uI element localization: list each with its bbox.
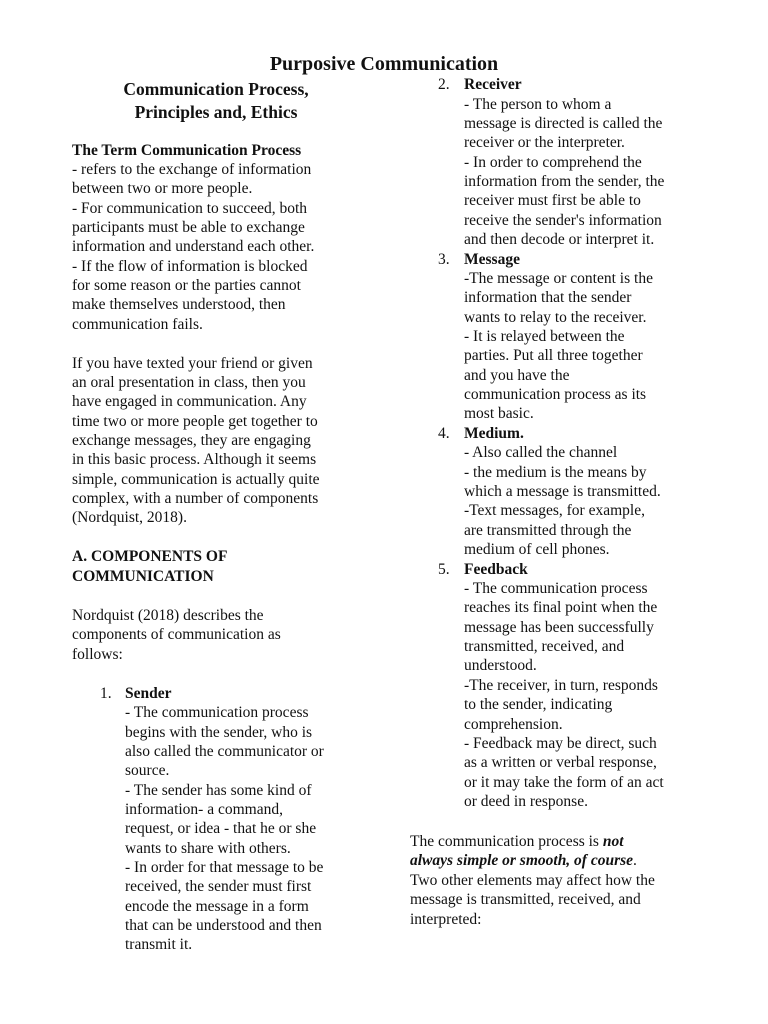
section-intro-line: Nordquist (2018) describes the — [72, 607, 264, 624]
component-heading-sender: Sender — [125, 685, 172, 702]
closing-text: The communication process is — [410, 833, 603, 850]
component-line: - The person to whom a — [464, 96, 612, 113]
component-line: - Also called the channel — [464, 444, 618, 461]
closing-line: interpreted: — [410, 911, 482, 928]
list-number: 4. — [438, 425, 450, 442]
document-title: Purposive Communication — [269, 53, 499, 75]
closing-emphasis: always simple or smooth, of course — [410, 852, 634, 869]
term-line: between two or more people. — [72, 180, 253, 197]
component-line: receive the sender's information — [464, 212, 662, 229]
component-line: receiver or the interpreter. — [464, 134, 625, 151]
component-line: source. — [125, 762, 170, 779]
term-line: for some reason or the parties cannot — [72, 277, 301, 294]
section-heading: A. COMPONENTS OF — [72, 548, 228, 565]
component-line: - In order to comprehend the — [464, 154, 642, 171]
component-line: and you have the — [464, 367, 570, 384]
component-line: - It is relayed between the — [464, 328, 625, 345]
component-heading-message: Message — [464, 251, 520, 268]
component-heading-feedback: Feedback — [464, 561, 528, 578]
closing-line — [410, 832, 624, 851]
term-heading: The Term Communication Process — [72, 142, 302, 159]
section-intro-line: components of communication as — [72, 626, 281, 643]
list-number: 5. — [438, 561, 450, 578]
component-line: -The receiver, in turn, responds — [464, 677, 658, 694]
component-line: request, or idea - that he or she — [125, 820, 317, 837]
closing-text: . — [633, 852, 637, 869]
term-line: - refers to the exchange of information — [72, 161, 312, 178]
component-heading-medium: Medium. — [464, 425, 524, 442]
component-line: -The message or content is the — [464, 270, 653, 287]
component-line: - the medium is the means by — [464, 464, 647, 481]
intro-line: time two or more people get together to — [72, 413, 318, 430]
component-line: that can be understood and then — [125, 917, 322, 934]
component-line: parties. Put all three together — [464, 347, 643, 364]
component-line: - The communication process — [125, 704, 309, 721]
document-subtitle — [72, 78, 360, 124]
term-line: - If the flow of information is blocked — [72, 258, 308, 275]
component-line: information from the sender, the — [464, 173, 665, 190]
closing-emphasis: not — [602, 833, 624, 850]
term-line: communication fails. — [72, 316, 203, 333]
subtitle-line: Communication Process, — [123, 79, 309, 99]
component-line: encode the message in a form — [125, 898, 309, 915]
component-line: also called the communicator or — [125, 743, 324, 760]
component-line: as a written or verbal response, — [464, 754, 657, 771]
intro-line: exchange messages, they are engaging — [72, 432, 311, 449]
closing-line — [410, 851, 637, 870]
component-line: information that the sender — [464, 289, 632, 306]
component-line: receiver must first be able to — [464, 192, 641, 209]
list-number: 3. — [438, 251, 450, 268]
component-line: wants to share with others. — [125, 840, 291, 857]
intro-line: simple, communication is actually quite — [72, 471, 320, 488]
list-number: 2. — [438, 76, 450, 93]
intro-line: complex, with a number of components — [72, 490, 319, 507]
closing-line: Two other elements may affect how the — [410, 872, 655, 889]
component-line: message is directed is called the — [464, 115, 663, 132]
intro-line: an oral presentation in class, then you — [72, 374, 306, 391]
component-line: - The communication process — [464, 580, 648, 597]
component-line: received, the sender must first — [125, 878, 312, 895]
component-line: or it may take the form of an act — [464, 774, 664, 791]
component-line: which a message is transmitted. — [464, 483, 661, 500]
list-number: 1. — [100, 685, 112, 702]
term-line: information and understand each other. — [72, 238, 315, 255]
component-line: and then decode or interpret it. — [464, 231, 655, 248]
component-line: - The sender has some kind of — [125, 782, 312, 799]
term-line: make themselves understood, then — [72, 296, 286, 313]
component-line: information- a command, — [125, 801, 283, 818]
component-line: or deed in response. — [464, 793, 588, 810]
component-line: transmitted, received, and — [464, 638, 625, 655]
component-line: communication process as its — [464, 386, 647, 403]
component-line: transmit it. — [125, 936, 193, 953]
component-line: begins with the sender, who is — [125, 724, 313, 741]
component-line: message has been successfully — [464, 619, 654, 636]
term-line: participants must be able to exchange — [72, 219, 305, 236]
term-line: - For communication to succeed, both — [72, 200, 308, 217]
intro-line: in this basic process. Although it seems — [72, 451, 317, 468]
intro-line: If you have texted your friend or given — [72, 355, 313, 372]
component-line: wants to relay to the receiver. — [464, 309, 647, 326]
intro-line: (Nordquist, 2018). — [72, 509, 187, 526]
component-line: are transmitted through the — [464, 522, 632, 539]
subtitle-line: Principles and, Ethics — [134, 102, 298, 122]
component-heading-receiver: Receiver — [464, 76, 522, 93]
component-line: reaches its final point when the — [464, 599, 658, 616]
intro-line: have engaged in communication. Any — [72, 393, 307, 410]
component-line: - Feedback may be direct, such — [464, 735, 657, 752]
component-line: to the sender, indicating — [464, 696, 613, 713]
closing-line: message is transmitted, received, and — [410, 891, 641, 908]
component-line: medium of cell phones. — [464, 541, 610, 558]
component-line: -Text messages, for example, — [464, 502, 645, 519]
section-intro-line: follows: — [72, 646, 123, 663]
component-line: comprehension. — [464, 716, 563, 733]
section-heading: COMMUNICATION — [72, 568, 214, 585]
component-line: - In order for that message to be — [125, 859, 324, 876]
component-line: most basic. — [464, 405, 534, 422]
component-line: understood. — [464, 657, 537, 674]
